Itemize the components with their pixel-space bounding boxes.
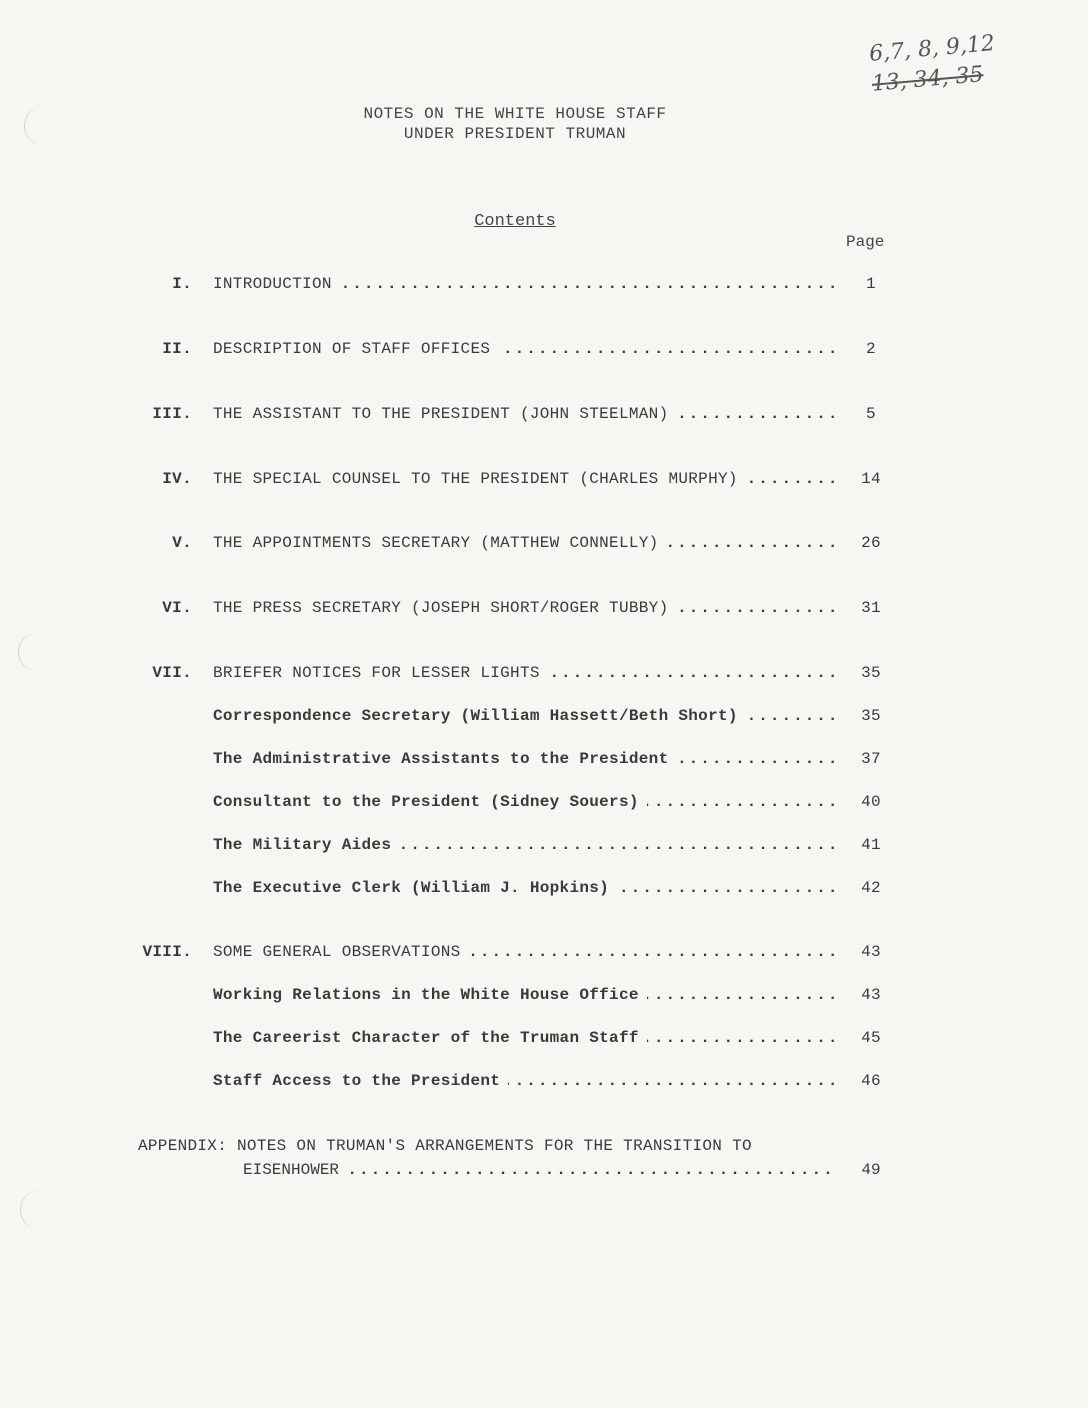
toc-entry: [0, 467, 1088, 491]
subsection-title: The Executive Clerk (William J. Hopkins) .....: [213, 876, 837, 900]
punch-hole-mark: [20, 1190, 61, 1230]
page-number: 45: [861, 1029, 881, 1047]
toc-entry: [0, 531, 1088, 555]
toc-subentry: [0, 833, 1088, 857]
toc-entry: [0, 596, 1088, 620]
page-number: 46: [861, 1072, 881, 1090]
section-number: VIII.: [142, 943, 192, 961]
section-number: V.: [172, 534, 192, 552]
page-number: 5: [866, 405, 876, 423]
toc-subentry: [0, 1026, 1088, 1050]
page-number: 37: [861, 750, 881, 768]
title-line1: NOTES ON THE WHITE HOUSE STAFF: [363, 105, 667, 123]
appendix-page-number: 49: [861, 1161, 881, 1179]
subsection-title: Correspondence Secretary (William Hassett/Beth Short) .....: [213, 704, 837, 728]
section-title: SOME GENERAL OBSERVATIONS .....: [213, 940, 837, 964]
section-number: I.: [172, 275, 192, 293]
section-title: BRIEFER NOTICES FOR LESSER LIGHTS .....: [213, 661, 837, 685]
handwritten-note-line2: 13, 34, 35: [870, 62, 985, 97]
section-number: VII.: [152, 664, 192, 682]
toc-subentry: [0, 983, 1088, 1007]
page-number: 40: [861, 793, 881, 811]
title-line2: UNDER PRESIDENT TRUMAN: [403, 125, 627, 143]
document-title: [0, 104, 1030, 144]
toc-entry: [0, 337, 1088, 361]
page-column-heading: Page: [846, 233, 885, 251]
subsection-title: Staff Access to the President .....: [213, 1069, 837, 1093]
subsection-title: The Military Aides .....: [213, 833, 837, 857]
page-number: 14: [861, 470, 881, 488]
page-number: 35: [861, 664, 881, 682]
section-title: THE SPECIAL COUNSEL TO THE PRESIDENT (CHARLES MURPHY) .....: [213, 467, 837, 491]
page-number: 31: [861, 599, 881, 617]
section-title: THE PRESS SECRETARY (JOSEPH SHORT/ROGER TUBBY) .....: [213, 596, 837, 620]
toc-subentry: [0, 790, 1088, 814]
toc-entry: [0, 272, 1088, 296]
toc-subentry: [0, 747, 1088, 771]
section-number: II.: [162, 340, 192, 358]
section-title: THE ASSISTANT TO THE PRESIDENT (JOHN STEELMAN) .....: [213, 402, 837, 426]
section-number: III.: [152, 405, 192, 423]
page-number: 2: [866, 340, 876, 358]
page-number: 26: [861, 534, 881, 552]
contents-heading: Contents: [474, 212, 556, 231]
page-number: 43: [861, 986, 881, 1004]
page-number: 43: [861, 943, 881, 961]
section-title: INTRODUCTION .....: [213, 272, 837, 296]
section-title: DESCRIPTION OF STAFF OFFICES .....: [213, 337, 837, 361]
appendix-title-line2: EISENHOWER .....: [243, 1158, 837, 1182]
appendix-title-line1: APPENDIX: NOTES ON TRUMAN'S ARRANGEMENTS FOR THE TRANSITION TO: [138, 1137, 752, 1155]
page-number: 35: [861, 707, 881, 725]
handwritten-note-line1: 6,7, 8, 9,12: [868, 31, 996, 67]
toc-subentry: [0, 704, 1088, 728]
section-title: THE APPOINTMENTS SECRETARY (MATTHEW CONNELLY) .....: [213, 531, 837, 555]
toc-subentry: [0, 1069, 1088, 1093]
handwritten-note: [868, 23, 1072, 100]
subsection-title: The Administrative Assistants to the President .....: [213, 747, 837, 771]
subsection-title: The Careerist Character of the Truman Staff .....: [213, 1026, 837, 1050]
subsection-title: Consultant to the President (Sidney Souers) .....: [213, 790, 837, 814]
toc-entry: [0, 402, 1088, 426]
subsection-title: Working Relations in the White House Office .....: [213, 983, 837, 1007]
page-number: 41: [861, 836, 881, 854]
toc-subentry: [0, 876, 1088, 900]
page-number: 1: [866, 275, 876, 293]
page-number: 42: [861, 879, 881, 897]
toc-entry: [0, 661, 1088, 685]
section-number: VI.: [162, 599, 192, 617]
section-number: IV.: [162, 470, 192, 488]
toc-entry: [0, 940, 1088, 964]
